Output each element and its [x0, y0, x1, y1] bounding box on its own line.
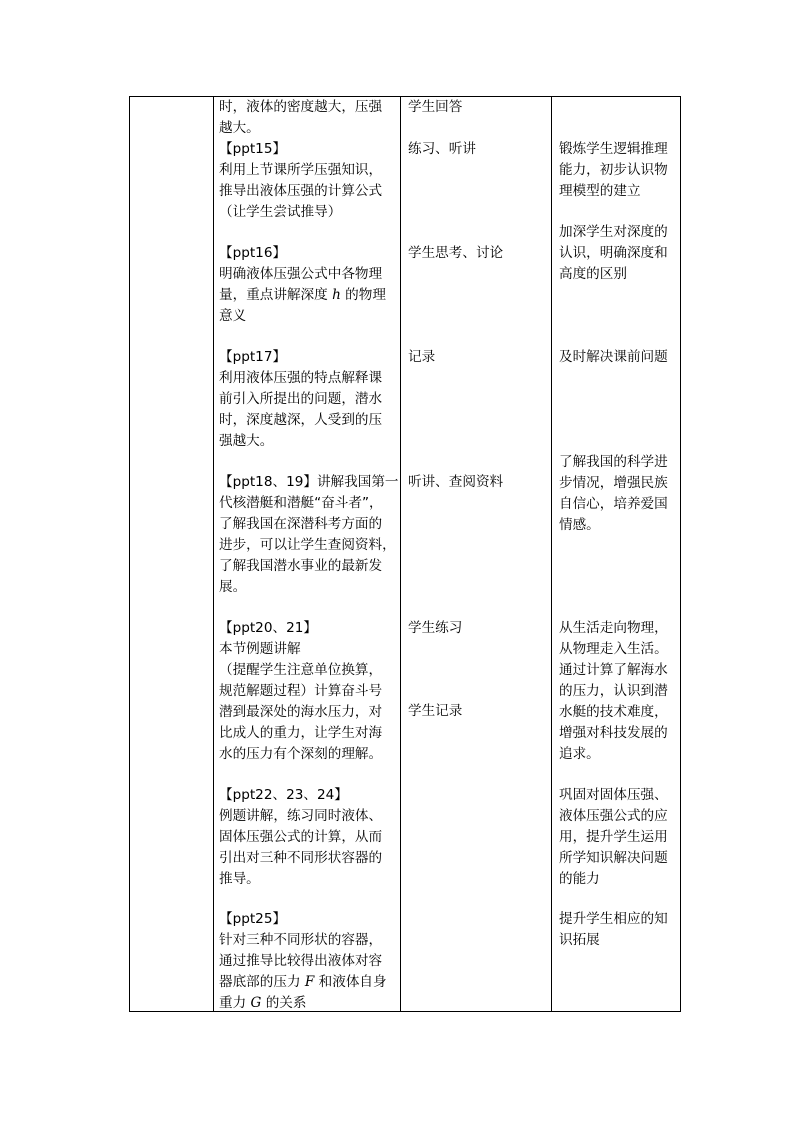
content-line: 【ppt25】 [219, 911, 287, 927]
content-line: （提醒学生注意单位换算， [219, 662, 383, 678]
purpose-line: 自信心，培养爱国 [559, 496, 668, 512]
content-fragment: 的物理 [345, 287, 386, 303]
content-line: 推导出液体压强的计算公式 [219, 183, 383, 199]
variable-G: G [250, 995, 262, 1011]
purpose-line: 理模型的建立 [559, 183, 641, 199]
content-line: 【ppt22、23、24】 [219, 787, 348, 803]
purpose-line: 提升学生相应的知 [559, 911, 668, 927]
purpose-line: 水艇的技术难度， [559, 704, 668, 720]
purpose-line: 用，提升学生运用 [559, 829, 668, 845]
activity-text: 学生练习 [408, 620, 463, 636]
content-fragment: 重力 [219, 995, 247, 1011]
purpose-line: 的压力，认识到潜 [559, 683, 668, 699]
content-line: 越大。 [219, 120, 260, 136]
content-line: 推导。 [219, 871, 260, 887]
content-line [219, 993, 306, 1014]
purpose-line: 能力，初步认识物 [559, 162, 668, 178]
content-line: 规范解题过程）计算奋斗号 [219, 683, 383, 699]
content-line: 潜到最深处的海水压力，对 [219, 704, 383, 720]
content-line: 例题讲解，练习同时液体、 [219, 808, 383, 824]
content-line: （让学生尝试推导） [219, 204, 342, 220]
purpose-line: 液体压强公式的应 [559, 808, 668, 824]
activity-text: 学生记录 [408, 703, 463, 719]
activity-text: 学生思考、讨论 [408, 245, 504, 261]
purpose-line: 情感。 [559, 517, 600, 533]
purpose-line: 锻炼学生逻辑推理 [559, 141, 668, 157]
content-line: 【ppt20、21】 [219, 620, 317, 636]
content-line: 了解我国潜水事业的最新发 [219, 558, 383, 574]
content-line [219, 972, 387, 993]
purpose-line: 的能力 [559, 871, 600, 887]
variable-F: F [304, 974, 315, 990]
content-fragment: 量， [219, 287, 247, 303]
content-line: 时，液体的密度越大，压强 [219, 99, 383, 115]
purpose-line: 从生活走向物理， [559, 620, 668, 636]
content-fragment: 器底部的压力 [219, 974, 301, 990]
lesson-plan-table [129, 96, 681, 1012]
content-line: 强越大。 [219, 433, 274, 449]
content-line: 时，深度越深，人受到的压 [219, 412, 383, 428]
content-line: 利用液体压强的特点解释课 [219, 370, 383, 386]
content-line: 利用上节课所学压强知识， [219, 162, 383, 178]
purpose-line: 高度的区别 [559, 266, 627, 282]
activity-text: 练习、听讲 [408, 141, 476, 157]
content-line: 【ppt17】 [219, 349, 287, 365]
content-line: 明确液体压强公式中各物理 [219, 266, 383, 282]
content-line: 本节例题讲解 [219, 641, 301, 657]
content-line: 通过推导比较得出液体对容 [219, 953, 383, 969]
purpose-line: 识拓展 [559, 932, 600, 948]
purpose-line: 从物理走入生活。 [559, 641, 668, 657]
purpose-line: 步情况，增强民族 [559, 475, 668, 491]
content-line: 【ppt16】 [219, 245, 287, 261]
content-line: 引出对三种不同形状容器的 [219, 850, 383, 866]
content-line: 【ppt15】 [219, 141, 287, 157]
content-fragment: 的关系 [265, 995, 307, 1011]
purpose-line: 加深学生对深度的 [559, 224, 668, 240]
content-fragment: 重点讲解深度 [246, 287, 328, 303]
content-line: 【ppt18、19】讲解我国第一 [219, 474, 399, 490]
content-line: 比成人的重力，让学生对海 [219, 725, 383, 741]
content-line: 固体压强公式的计算，从而 [219, 829, 383, 845]
content-line: 了解我国在深潜科考方面的 [219, 516, 383, 532]
purpose-line: 认识，明确深度和 [559, 245, 668, 261]
purpose-line: 通过计算了解海水 [559, 662, 668, 678]
variable-h: h [332, 287, 341, 303]
purpose-line: 所学知识解决问题 [559, 850, 668, 866]
column-divider-1 [213, 97, 214, 1011]
content-fragment: 和液体自身 [318, 974, 387, 990]
purpose-line: 巩固对固体压强、 [559, 787, 668, 803]
column-divider-3 [551, 97, 552, 1011]
content-line: 意义 [219, 308, 247, 324]
content-line: 水的压力有个深刻的理解。 [219, 746, 383, 762]
content-line: 进步，可以让学生查阅资料， [219, 537, 396, 553]
activity-text: 学生回答 [408, 99, 463, 115]
content-line [219, 285, 386, 306]
column-divider-2 [400, 97, 401, 1011]
content-line: 展。 [219, 579, 247, 595]
content-line: 针对三种不同形状的容器， [219, 932, 383, 948]
purpose-line: 增强对科技发展的 [559, 725, 668, 741]
purpose-line: 及时解决课前问题 [559, 349, 668, 365]
content-line: 前引入所提出的问题，潜水 [219, 391, 383, 407]
purpose-line: 了解我国的科学进 [559, 454, 668, 470]
activity-text: 记录 [408, 349, 436, 365]
content-line: 代核潜艇和潜艇“奋斗者”， [219, 495, 383, 511]
purpose-line: 追求。 [559, 746, 600, 762]
activity-text: 听讲、查阅资料 [408, 474, 504, 490]
